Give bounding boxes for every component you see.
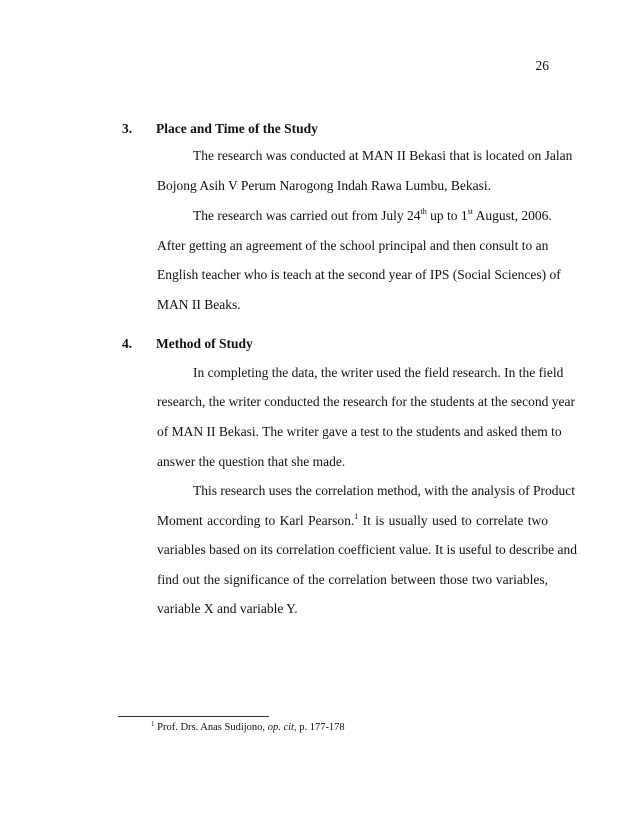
section-3-p2-line-2: After getting an agreement of the school principal and then consult to an — [157, 238, 549, 253]
section-4-p2-line-5: variable X and variable Y. — [157, 601, 298, 616]
footnote — [151, 722, 345, 733]
footnote-ref-1: 1 — [354, 512, 359, 521]
section-4-p2-line-2 — [157, 513, 548, 529]
date-text-a: The research was carried out from July 24 — [193, 208, 421, 223]
section-3-p1-line-2: Bojong Asih V Perum Narogong Indah Rawa Lumbu, Bekasi. — [157, 178, 491, 193]
section-4-p1-line-2: research, the writer conducted the research for the students at the second year — [157, 394, 575, 409]
footnote-pages: p. 177-178 — [296, 722, 345, 733]
superscript-st: st — [467, 207, 474, 216]
section-3-p2-line-3: English teacher who is teach at the second year of IPS (Social Sciences) of — [157, 267, 561, 282]
section-4-heading — [122, 336, 253, 352]
footnote-author: Prof. Drs. Anas Sudijono, — [154, 722, 268, 733]
section-3-p2-line-4: MAN II Beaks. — [157, 297, 241, 312]
footnote-ref: op. cit, — [267, 722, 297, 733]
section-4-title: Method of Study — [156, 336, 253, 351]
section-4-p1-line-1: In completing the data, the writer used the field research. In the field — [193, 365, 564, 380]
date-text-c: August, 2006. — [473, 208, 552, 223]
section-3-number: 3. — [122, 121, 133, 136]
section-4-number: 4. — [122, 336, 133, 351]
footnote-marker: 1 — [151, 720, 155, 728]
superscript-th: th — [420, 207, 427, 216]
section-4-p2-line-1: This research uses the correlation method, with the analysis of Product — [193, 483, 576, 498]
page-number: 26 — [535, 58, 549, 73]
section-4-p2-line-3: variables based on its correlation coefficient value. It is useful to describe and — [157, 542, 577, 557]
section-3-heading — [122, 121, 318, 137]
section-4-p1-line-3: of MAN II Bekasi. The writer gave a test to the students and asked them to — [157, 424, 562, 439]
section-3-title: Place and Time of the Study — [156, 121, 318, 136]
section-3-p2-line-1 — [157, 207, 552, 224]
date-text-b: up to 1 — [426, 208, 468, 223]
section-4-p2-line-4: find out the significance of the correlation between those two variables, — [157, 572, 548, 587]
pearson-text-b: It is usually used to correlate two — [358, 513, 548, 528]
section-4-p1-line-4: answer the question that she made. — [157, 454, 346, 469]
section-3-p1-line-1: The research was conducted at MAN II Bekasi that is located on Jalan — [193, 148, 573, 163]
footnote-rule — [118, 716, 269, 717]
pearson-text-a: Moment according to Karl Pearson. — [157, 513, 355, 528]
